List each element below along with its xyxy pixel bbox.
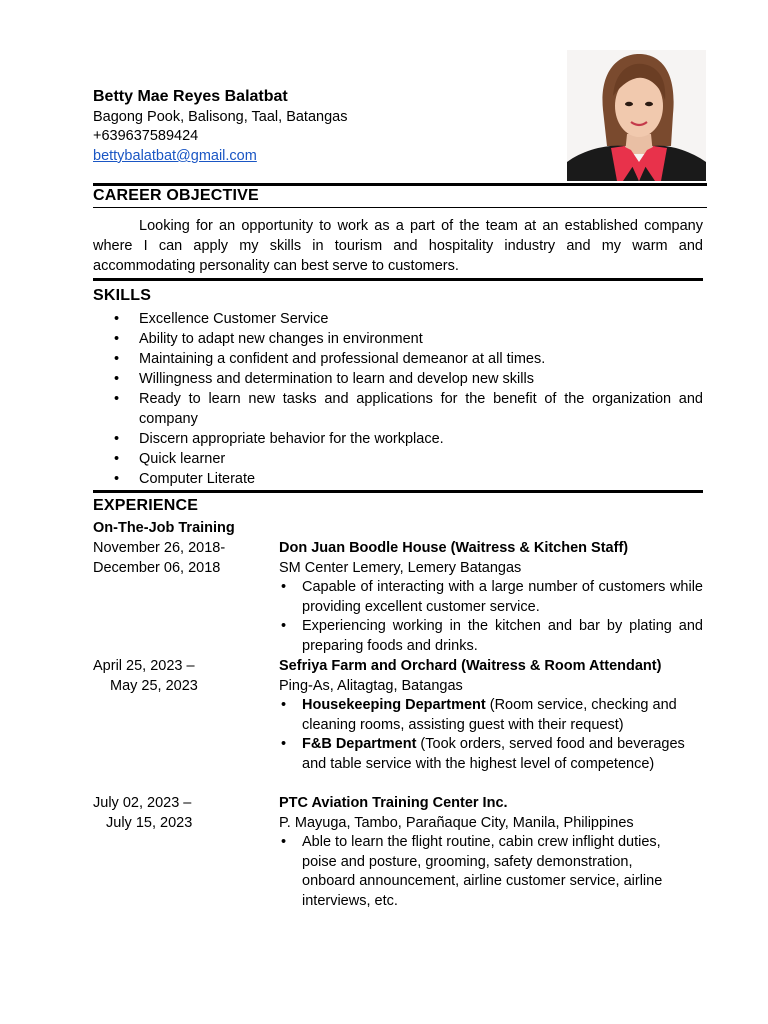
objective-divider [93,278,703,281]
date-end: May 25, 2023 [110,677,198,694]
experience-title: Sefriya Farm and Orchard (Waitress & Room Attendant) [279,658,662,674]
applicant-address: Bagong Pook, Balisong, Taal, Batangas [93,109,348,125]
department-duties: (Room service, checking and cleaning rooms, assisting guest with their request) [302,697,677,733]
skill-item: • Quick learner [93,449,703,469]
skills-list [93,309,703,489]
experience-heading: EXPERIENCE [93,497,199,514]
date-start: July 02, 2023 – [93,795,192,811]
skill-item: • Willingness and determination to learn and develop new skills [93,369,703,389]
date-end: December 06, 2018 [93,559,221,576]
skill-item: • Computer Literate [93,469,703,489]
department-name: Housekeeping Department [302,697,486,714]
experience-location: Ping-As, Alitagtag, Batangas [279,677,463,694]
department-name: F&B Department [302,736,417,753]
experience-title: Don Juan Boodle House (Waitress & Kitchen Staff) [279,540,629,556]
experience-bullet [279,696,703,735]
experience-details [279,794,703,912]
applicant-phone: +639637589424 [93,128,199,144]
experience-details [279,539,703,657]
applicant-photo [567,50,706,181]
skill-item: • Ready to learn new tasks and applications for the benefit of the organization and company [93,389,703,429]
experience-bullet: • Able to learn the flight routine, cabin crew inflight duties, poise and posture, grooming, safety demonstration, onboard announcement, airline customer service, airline interviews, etc. [279,833,703,911]
experience-details [279,657,703,775]
department-duties: (Took orders, served food and beverages and table service with the highest level of competence) [302,736,685,772]
experience-bullets [279,833,703,911]
date-start: April 25, 2023 – [93,658,195,674]
header-divider [93,183,707,186]
experience-location: SM Center Lemery, Lemery Batangas [279,559,522,576]
objective-heading: CAREER OBJECTIVE [93,187,259,204]
date-end: July 15, 2023 [106,814,193,831]
experience-subheading: On-The-Job Training [93,520,235,536]
experience-bullets [279,578,703,656]
skills-heading: SKILLS [93,287,152,304]
experience-dates [93,794,273,833]
skill-item: • Discern appropriate behavior for the workplace. [93,429,703,449]
experience-dates [93,657,273,696]
experience-location: P. Mayuga, Tambo, Parañaque City, Manila, Philippines [279,814,634,831]
applicant-email-link[interactable]: bettybalatbat@gmail.com [93,148,257,164]
experience-dates [93,539,273,578]
skills-divider [93,490,703,493]
experience-bullet: • Experiencing working in the kitchen and bar by plating and preparing foods and drinks. [279,617,703,656]
experience-title: PTC Aviation Training Center Inc. [279,795,508,811]
date-start: November 26, 2018- [93,540,226,556]
skill-item: • Excellence Customer Service [93,309,703,329]
applicant-name: Betty Mae Reyes Balatbat [93,88,288,105]
objective-underline [93,207,707,208]
objective-text: Looking for an opportunity to work as a part of the team at an established company where I can apply my skills in tourism and hospitality industry and my warm and accommodating personality can best serve to customers. [93,218,703,274]
skill-item: • Maintaining a confident and professional demeanor at all times. [93,349,703,369]
experience-bullets [279,696,703,774]
experience-bullet: • Capable of interacting with a large number of customers while providing excellent customer service. [279,578,703,617]
experience-bullet [279,735,703,774]
skill-item: • Ability to adapt new changes in environment [93,329,703,349]
